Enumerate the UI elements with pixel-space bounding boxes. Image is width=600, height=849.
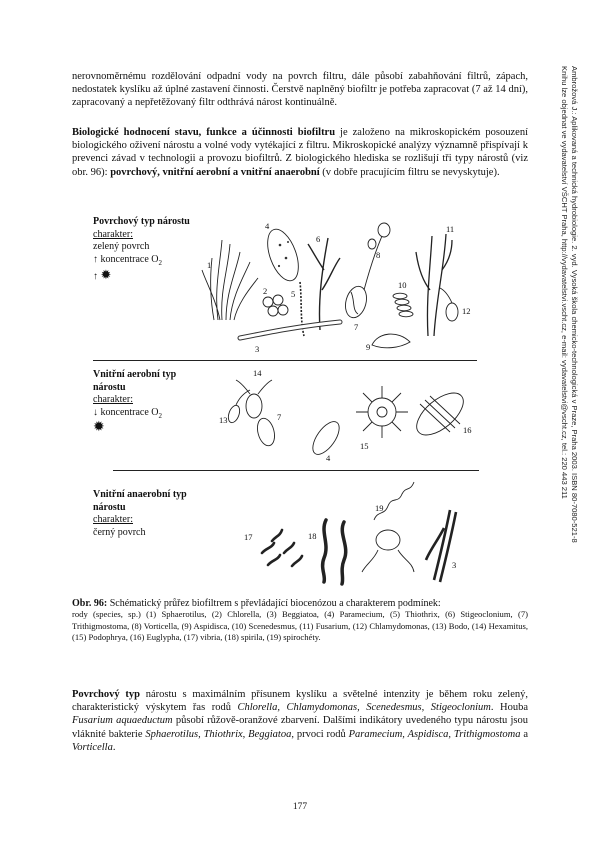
- sun-icon: ✹: [100, 267, 112, 282]
- num-14: 14: [253, 368, 262, 378]
- num-16: 16: [463, 425, 472, 435]
- caption-title: Schématický průřez biofiltrem s převládající biocenózou a charakterem podmínek:: [107, 598, 441, 609]
- trithigmostoma-drawing: [342, 284, 370, 320]
- section-char: charakter:: [93, 228, 133, 240]
- euglypha-drawing: [410, 385, 471, 442]
- section-line: ↑ koncentrace $O_2$: [93, 253, 163, 267]
- paramecium-drawing: [262, 225, 305, 285]
- page-number: 177: [292, 802, 308, 812]
- beggiatoa-drawing-2: [426, 510, 456, 582]
- num-6: 6: [316, 234, 321, 244]
- figure-caption: [72, 598, 528, 644]
- paragraph-text: (v dobře pracujícím filtru se nevyskytuje).: [319, 166, 500, 178]
- section-char: charakter:: [93, 514, 133, 525]
- num-12: 12: [462, 306, 471, 316]
- num-3: 3: [255, 344, 260, 354]
- spirochete-drawing: [362, 482, 414, 572]
- bodo-drawing: [226, 404, 242, 424]
- section-line: ↑ ✹: [93, 267, 112, 282]
- num-2: 2: [263, 286, 268, 296]
- section-char: charakter:: [93, 394, 133, 405]
- paragraph-surface-type: Povrchový typ nárostu s maximálním přísunem kyslíku a světelné intenzity je během roku zelený, charakteristický výskytem řas rodů Chlorella, Chlamydomonas, Scenedesmus, Stigeoclonium. Houba Fusarium aquaeductum působí růžově-oranžové zbarvení. Dalšími indikátory uvedeného typu nárostu jsou vláknité bakterie Sphaerotilus, Thiothrix, Beggiatoa, prvoci rodů Paramecium, Aspidisca, Trithigmostoma a Vorticella.: [72, 689, 529, 753]
- sidebar-order-info: Knihu lze objednat ve vydavatelství VŠCHT Praha, http://vydavatelstvi.vscht.cz, e-mail: vydavatelstvi@vscht.cz, tel.: 220 443 211: [560, 66, 569, 499]
- num-9: 9: [366, 342, 371, 352]
- num-11: 11: [446, 224, 455, 234]
- num-5: 5: [291, 289, 296, 299]
- spirila-drawing: [323, 520, 346, 584]
- num-18: 18: [308, 531, 317, 541]
- section-title: Vnitřní anaerobní typ: [93, 489, 187, 500]
- heading-inline: Biologické hodnocení stavu, funkce a účinnosti biofiltru: [72, 127, 336, 138]
- num-1: 1: [207, 260, 212, 270]
- caption-legend: rody (species, sp.) (1) Sphaerotilus, (2) Chlorella, (3) Beggiatoa, (4) Paramecium, (5) Thiothrix, (6) Stigeoclonium, (7) Trithigmostoma, (8) Vorticella, (9) Aspidisca, (10) Scenedesmus, (11) Fusarium, (12) Chlamydomonas, (13) Bodo, (14) Hexamitus, (15) Podophrya, (16) Euglypha, (17) vibria, (18) spirila, (19) spirochéty.: [72, 609, 528, 643]
- chlorella-drawing: [263, 295, 288, 316]
- scenedesmus-drawing: [393, 293, 413, 317]
- caption-label: Obr. 96:: [72, 598, 108, 609]
- vibria-drawing: [262, 530, 302, 566]
- num-8: 8: [376, 250, 381, 260]
- num-19: 19: [375, 503, 384, 513]
- section-line: ↓ koncentrace $O_2$: [93, 406, 163, 420]
- num-17: 17: [244, 532, 253, 542]
- num-4: 4: [265, 221, 270, 231]
- section-title: Povrchový typ nárostu: [93, 216, 190, 227]
- paragraph-intro: nerovnoměrnému rozdělování odpadní vody na povrch filtru, dále působí zabahňování filtrů, zápach, nedostatek kyslíku až úplné zastavení činnosti. Čerstvě naplněný biofiltr je potřeba zapracovat (7 až 14 dní), zapracovaný a nepřetěžovaný filtr odthrává nárost kontinuálně.: [72, 71, 528, 109]
- paragraph-text: je založeno na mikroskopickém posouzení biologického oživení nárostu a volné vody vytékající z filtru. Mikroskopické analýzy významně přispívají k prevenci závad v technologii a provozu biofiltrů. Z biologického hlediska se rozlišují tři typy nárostů (viz obr. 96):: [72, 127, 528, 178]
- growth-types: povrchový, vnitřní aerobní a vnitřní anaerobní: [110, 166, 320, 178]
- section-line: černý povrch: [93, 526, 146, 538]
- section-title: Vnitřní aerobní typ: [93, 369, 177, 380]
- aspidisca-drawing: [372, 334, 410, 348]
- num-7: 7: [354, 322, 359, 332]
- num-3b: 3: [452, 560, 457, 570]
- num-7b: 7: [277, 412, 282, 422]
- sphaerotilus-drawing: [202, 240, 258, 320]
- num-10: 10: [398, 280, 407, 290]
- num-4b: 4: [326, 453, 331, 463]
- num-13: 13: [219, 415, 228, 425]
- chlamydomonas-drawing: [446, 303, 458, 321]
- section-title: nárostu: [93, 501, 126, 513]
- hexamitus-drawing: [236, 380, 272, 418]
- podophrya-drawing: [356, 386, 408, 438]
- fusarium-drawing: [416, 234, 452, 336]
- trithigmostoma-drawing-2: [255, 416, 278, 447]
- section-line: zelený povrch: [93, 241, 150, 252]
- figure-number-labels: [207, 221, 472, 570]
- stigeoclonium-drawing: [308, 238, 340, 330]
- sun-dim-icon: ✹: [93, 420, 105, 435]
- num-15: 15: [360, 441, 369, 451]
- section-title: nárostu: [93, 381, 126, 393]
- sidebar-citation: Ambrožová J.: Aplikovaná a technická hydrobiologie. 2. vyd. Vysoká škola chemicko-technologická v Praze, Praha 2003. ISBN 80-7080-521-8: [570, 66, 579, 543]
